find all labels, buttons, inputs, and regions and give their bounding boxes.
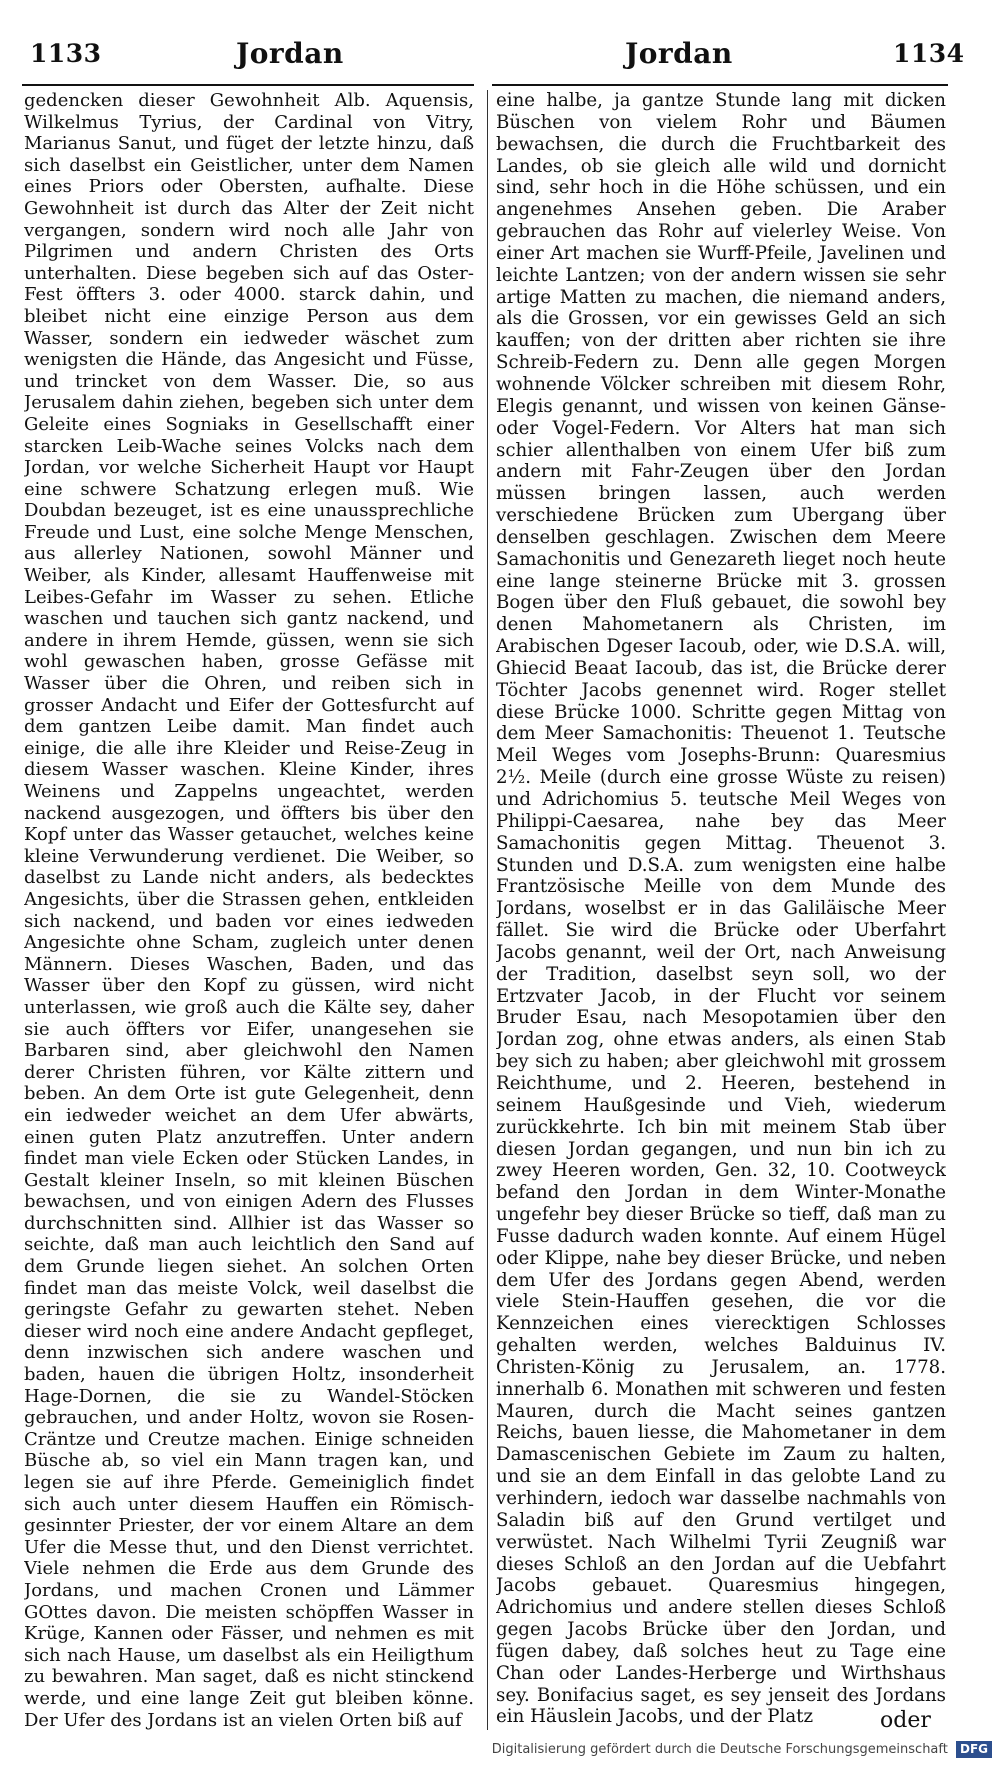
footer-text: Digitalisierung gefördert durch die Deutsche Forschungsgemeinschaft bbox=[491, 1742, 948, 1757]
right-running-title: Jordan bbox=[625, 37, 733, 70]
left-column-text: gedencken dieser Gewohnheit Alb. Aquensis, Wilkelmus Tyrius, der Cardinal von Vitry, Marianus Sanut, und füget der letzte hinzu, daß sich daselbst ein Geistlicher, unter dem Namen eines Priors oder Obersten, aufhalte. Diese Gewohnheit ist durch das Alter der Zeit nicht vergangen, sondern wird noch alle Jahr von Pilgrimen und andern Christen des Orts unterhalten. Diese begeben sich auf das Oster-Fest öffters 3. oder 4000. starck dahin, und bleibet nicht eine einzige Person aus dem Wasser, sondern ein iedweder wäschet zum wenigsten die Hände, das Angesicht und Füsse, und trincket von dem Wasser. Die, so aus Jerusalem dahin ziehen, begeben sich unter dem Geleite eines Sogniaks in Gesellschafft einer starcken Leib-Wache seines Volcks nach dem Jordan, vor welche Sicherheit Haupt vor Haupt eine schwere Schatzung erlegen muß. Wie Doubdan bezeuget, ist es eine unaussprechliche Freude und Lust, eine solche Menge Menschen, aus allerley Nationen, sowohl Männer und Weiber, als Kinder, allesamt Hauffenweise mit Leibes-Gefahr im Wasser zu sehen. Etliche waschen und tauchen sich gantz nackend, und andere in ihrem Hemde, güssen, wenn sie sich wohl gewaschen haben, grosse Gefässe mit Wasser über die Ohren, und reiben sich in grosser Andacht und Eifer der Gottesfurcht auf dem gantzen Leibe damit. Man findet auch einige, die alle ihre Kleider und Reise-Zeug in diesem Wasser waschen. Kleine Kinder, ihres Weinens und Zappelns ungeachtet, werden nackend ausgezogen, und öffters bis über den Kopf unter das Wasser getauchet, welches keine kleine Verwunderung verdienet. Die Weiber, so daselbst zu Lande nicht anders, als bedecktes Angesichts, über die Strassen gehen, entkleiden sich nackend, und baden vor eines iedweden Angesichte ohne Scham, zugleich unter denen Männern. Dieses Waschen, Baden, und das Wasser über den Kopf zu güssen, wird nicht unterlassen, wie groß auch die Kälte sey, daher sie auch öffters vor Eifer, unangesehen sie Barbaren sind, aber gleichwohl den Namen derer Christen führen, vor Kälte zittern und beben. An dem Orte ist gute Gelegenheit, denn ein iedweder weichet an dem Ufer abwärts, einen guten Platz anzutreffen. Unter andern findet man viele Ecken oder Stücken Landes, in Gestalt kleiner Inseln, so mit kleinen Büschen bewachsen, und von einigen Adern des Flusses durchschnitten sind. Allhier ist das Wasser so seichte, daß man auch leichtlich den Sand auf dem Grunde liegen siehet. An solchen Orten findet man das meiste Volck, weil daselbst die geringste Gefahr zu gewarten stehet. Neben dieser wird noch eine andere Andacht gepfleget, denn inzwischen sich andere waschen und baden, hauen die übrigen Holtz, insonderheit Hage-Dornen, die sie zu Wandel-Stöcken gebrauchen, und ander Holtz, wovon sie Rosen-Cräntze und Creutze machen. Einige schneiden Büsche ab, so viel ein Mann tragen kan, und legen sie auf ihre Pferde. Gemeiniglich findet sich auch unter diesem Hauffen ein Römisch-gesinnter Priester, der vor einem Altare an dem Ufer die Messe thut, und den Dienst verrichtet. Viele nehmen die Erde aus dem Grunde des Jordans, und machen Cronen und Lämmer GOttes davon. Die meisten schöpffen Wasser in Krüge, Kannen oder Fässer, und nehmen es mit sich nach Hause, um daselbst als ein Heiligthum zu bewahren. Man saget, daß es nicht stinckend werde, und eine lange Zeit gut bleiben könne. Der Ufer des Jordans ist an vielen Orten biß auf bbox=[24, 90, 474, 1731]
right-column-text: eine halbe, ja gantze Stunde lang mit dicken Büschen von vielem Rohr und Bäumen bewachsen, die durch die Fruchtbarkeit des Landes, ob sie gleich alle wild und dornicht sind, sehr hoch in die Höhe schüssen, und ein angenehmes Ansehen geben. Die Araber gebrauchen das Rohr auf vielerley Weise. Von einer Art machen sie Wurff-Pfeile, Javelinen und leichte Lantzen; von der andern wissen sie sehr artige Matten zu machen, die niemand anders, als die Grossen, vor ein gewisses Geld an sich kauffen; von der dritten aber richten sie ihre Schreib-Federn zu. Denn alle gegen Morgen wohnende Völcker schreiben mit diesem Rohr, Elegis genannt, und wissen von keinen Gänse- oder Vogel-Federn. Vor Alters hat man sich schier allenthalben von einem Ufer biß zum andern mit Fahr-Zeugen über den Jordan müssen bringen lassen, auch werden verschiedene Brücken zum Ubergang über denselben geschlagen. Zwischen dem Meere Samachonitis und Genezareth lieget noch heute eine lange steinerne Brücke mit 3. grossen Bogen über den Fluß gebauet, die sowohl bey denen Mahometanern als Christen, im Arabischen Dgeser Iacoub, oder, wie D.S.A. will, Ghiecid Beaat Iacoub, das ist, die Brücke derer Töchter Jacobs genennet wird. Roger stellet diese Brücke 1000. Schritte gegen Mittag von dem Meer Samachonitis: Theuenot 1. Teutsche Meil Weges vom Josephs-Brunn: Quaresmius 2½. Meile (durch eine grosse Wüste zu reisen) und Adrichomius 5. teutsche Meil Weges von Philippi-Caesarea, nahe bey das Meer Samachonitis gegen Mittag. Theuenot 3. Stunden und D.S.A. zum wenigsten eine halbe Frantzösische Meille von dem Munde des Jordans, woselbst er in das Galiläische Meer fället. Sie wird die Brücke oder Uberfahrt Jacobs genannt, weil der Ort, nach Anweisung der Tradition, daselbst seyn soll, wo der Ertzvater Jacob, in der Flucht vor seinem Bruder Esau, nach Mesopotamien über den Jordan zog, ohne etwas anders, als einen Stab bey sich zu haben; aber gleichwohl mit grossem Reichthume, und 2. Heeren, bestehend in seinem Haußgesinde und Vieh, wiederum zurückkehrte. Ich bin mit meinem Stab über diesen Jordan gegangen, und nun bin ich zu zwey Heeren worden, Gen. 32, 10. Cootweyck befand den Jordan in dem Winter-Monathe ungefehr bey dieser Brücke so tieff, daß man zu Fusse dadurch waden konnte. Auf einem Hügel oder Klippe, nahe bey dieser Brücke, und neben dem Ufer des Jordans gegen Abend, werden viele Stein-Hauffen gesehen, die vor die Kennzeichen eines vierecktigen Schlosses gehalten werden, welches Balduinus IV. Christen-König zu Jerusalem, an. 1778. innerhalb 6. Monathen mit schweren und festen Mauren, durch die Macht seines gantzen Reichs, bauen liesse, die Mahometaner in dem Damascenischen Gebiete im Zaum zu halten, und sie an dem Einfall in das gelobte Land zu verhindern, iedoch war dasselbe nachmahls von Saladin biß auf den Grund vertilget und verwüstet. Nach Wilhelmi Tyrii Zeugniß war dieses Schloß an den Jordan auf die Uebfahrt Jacobs gebauet. Quaresmius hingegen, Adrichomius und andere stellen dieses Schloß gegen Jacobs Brücke über den Jordan, und fügen dabey, daß solches heut zu Tage eine Chan oder Landes-Herberge und Wirthshaus sey. Bonifacius saget, es sey jenseit des Jordans ein Häuslein Jacobs, und der Platz bbox=[496, 90, 946, 1728]
left-header-rule bbox=[22, 84, 474, 86]
right-header-rule bbox=[492, 84, 948, 86]
column-divider bbox=[487, 90, 488, 1730]
right-column bbox=[496, 90, 946, 1732]
right-page-number: 1134 bbox=[893, 39, 965, 68]
left-column bbox=[24, 90, 474, 1732]
left-page-number: 1133 bbox=[30, 39, 102, 68]
left-running-title: Jordan bbox=[236, 37, 344, 70]
dfg-logo: DFG bbox=[956, 1741, 992, 1758]
footer bbox=[0, 1738, 992, 1762]
catchword: oder bbox=[880, 1708, 931, 1733]
